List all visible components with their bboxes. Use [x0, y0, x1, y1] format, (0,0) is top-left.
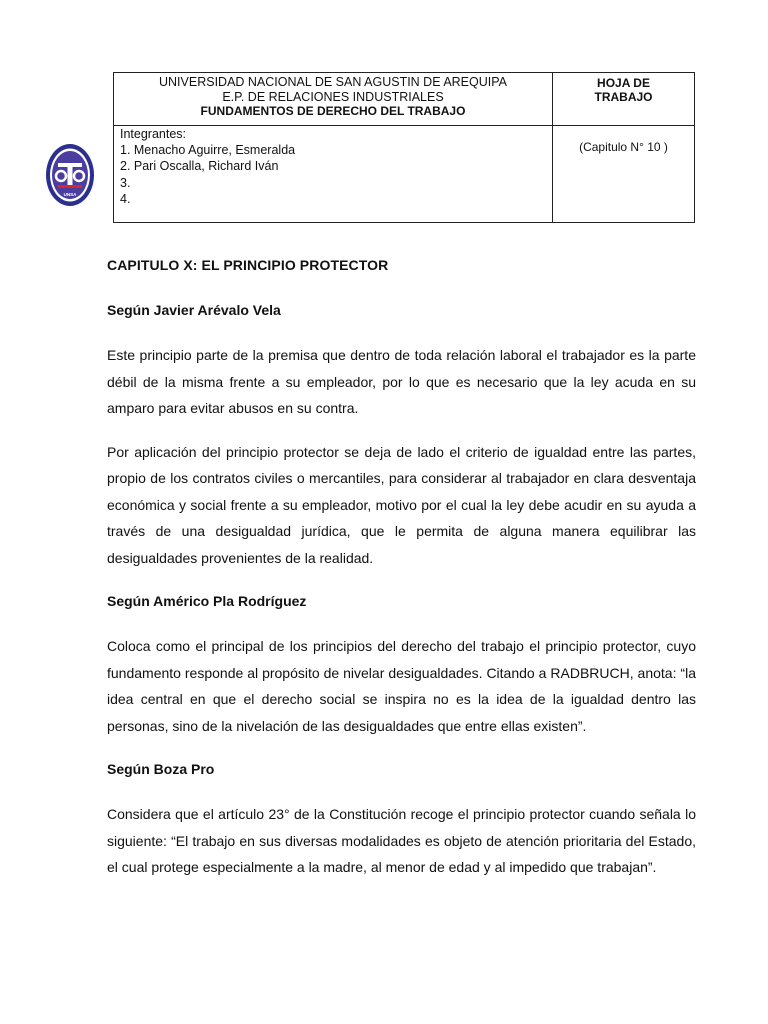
member-item: 2. Pari Oscalla, Richard Iván [120, 159, 279, 174]
paragraph: Coloca como el principal de los principios del derecho del trabajo el principio protector, cuyo fundamento responde al propósito de nivelar desigualdades. Citando a RADBRUCH, anota: “la idea central en que el derecho social se inspira no es la idea de la igualdad dentro las personas, sino de la nivelación de las desigualdades que entre ellas existen”. [107, 638, 696, 734]
sheet-label-line-1: HOJA DE [597, 76, 650, 90]
chapter-ref-cell [553, 126, 695, 223]
paragraph: Considera que el artículo 23° de la Constitución recoge el principio protector cuando señala lo siguiente: “El trabajo en sus diversas modalidades es objeto de atención prioritaria del Estado, el cual protege especialmente a la madre, al menor de edad y al impedido que trabajan”. [107, 806, 696, 875]
section-author: Según Boza Pro [107, 761, 215, 777]
university-logo [45, 143, 95, 207]
chapter-ref: (Capitulo N° 10 ) [579, 140, 668, 154]
paragraph: Por aplicación del principio protector se deja de lado el criterio de igualdad entre las partes, propio de los contratos civiles o mercantiles, para considerar al trabajador en clara desventaja económica y social frente a su empleador, motivo por el cual la ley debe acudir en su ayuda a través de una desigualdad jurídica, que le permita de alguna manera equilibrar las desigualdades provenientes de la realidad. [107, 443, 696, 566]
sheet-label-cell [553, 73, 695, 126]
university-cell [114, 73, 553, 126]
logo-text: UNSA [63, 192, 77, 197]
university-name: UNIVERSIDAD NACIONAL DE SAN AGUSTIN DE AREQUIPA [159, 75, 507, 89]
school-name: E.P. DE RELACIONES INDUSTRIALES [222, 89, 444, 104]
document-body [107, 252, 696, 881]
members-cell [114, 126, 553, 223]
member-item: 3. [120, 175, 131, 190]
section-author: Según Américo Pla Rodríguez [107, 593, 307, 609]
section-author: Según Javier Arévalo Vela [107, 302, 281, 318]
header-table [113, 72, 695, 223]
chapter-title: CAPITULO X: EL PRINCIPIO PROTECTOR [107, 257, 389, 273]
member-item: 4. [120, 191, 131, 206]
sheet-label-line-2: TRABAJO [594, 90, 653, 104]
paragraph: Este principio parte de la premisa que dentro de toda relación laboral el trabajador es la parte débil de la misma frente a su empleador, por lo que es necesario que la ley acuda en su amparo para evitar abusos en su contra. [107, 347, 696, 416]
course-name: FUNDAMENTOS DE DERECHO DEL TRABAJO [200, 104, 466, 118]
member-item: 1. Menacho Aguirre, Esmeralda [120, 143, 296, 158]
members-title: Integrantes: [120, 127, 187, 141]
